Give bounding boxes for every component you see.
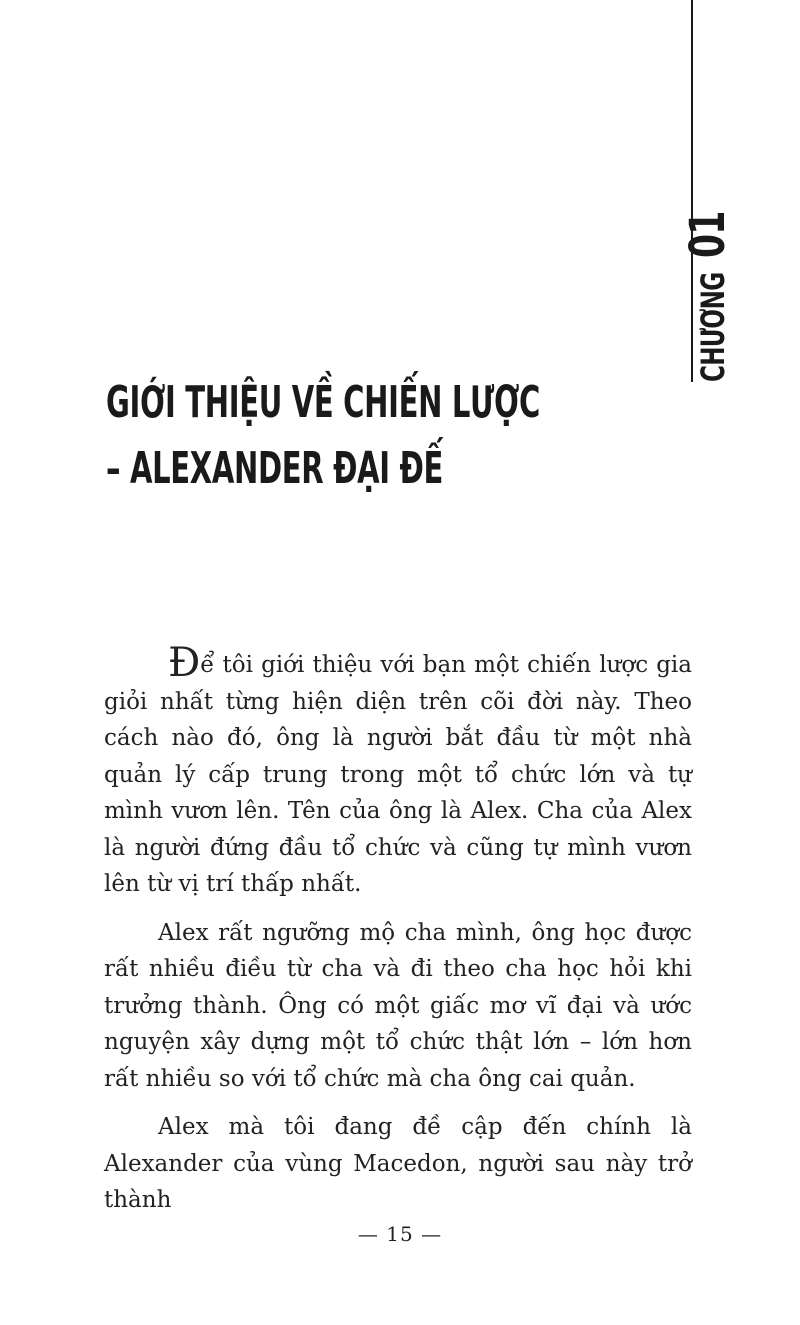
paragraph-2: Alex rất ngưỡng mộ cha mình, ông học được rất nhiều điều từ cha và đi theo cha học hỏi khi trưởng thành. Ông có một giấc mơ vĩ đại và ước nguyện xây dựng một tổ chức thật lớn – lớn hơn rất nhiều so với tổ chức mà cha ông cai quản.: [104, 919, 692, 1092]
chapter-title-line-1: GIỚI THIỆU VỀ CHIẾN LƯỢC: [106, 377, 540, 428]
drop-initial-letter: Đ: [168, 640, 201, 686]
paragraph-3: Alex mà tôi đang đề cập đến chính là Alexander của vùng Macedon, người sau này trở thành: [104, 1114, 692, 1213]
chapter-title: [106, 370, 540, 502]
body-text: [104, 640, 692, 1231]
paragraph-1-text: ể tôi giới thiệu với bạn một chiến lược gia giỏi nhất từng hiện diện trên cõi đời này. Theo cách nào đó, ông là người bắt đầu từ một nhà quản lý cấp trung trong một tổ chức lớn và tự mình vươn lên. Tên của ông là Alex. Cha của Alex là người đứng đầu tổ chức và cũng tự mình vươn lên từ vị trí thấp nhất.: [104, 652, 692, 897]
page-number: — 15 —: [357, 1222, 443, 1246]
chapter-title-line-2: – ALEXANDER ĐẠI ĐẾ: [106, 443, 443, 494]
chapter-number: 01: [680, 211, 736, 258]
chapter-label: [680, 193, 736, 382]
chapter-word: CHƯƠNG: [694, 272, 732, 382]
paragraph-1: [104, 640, 692, 903]
